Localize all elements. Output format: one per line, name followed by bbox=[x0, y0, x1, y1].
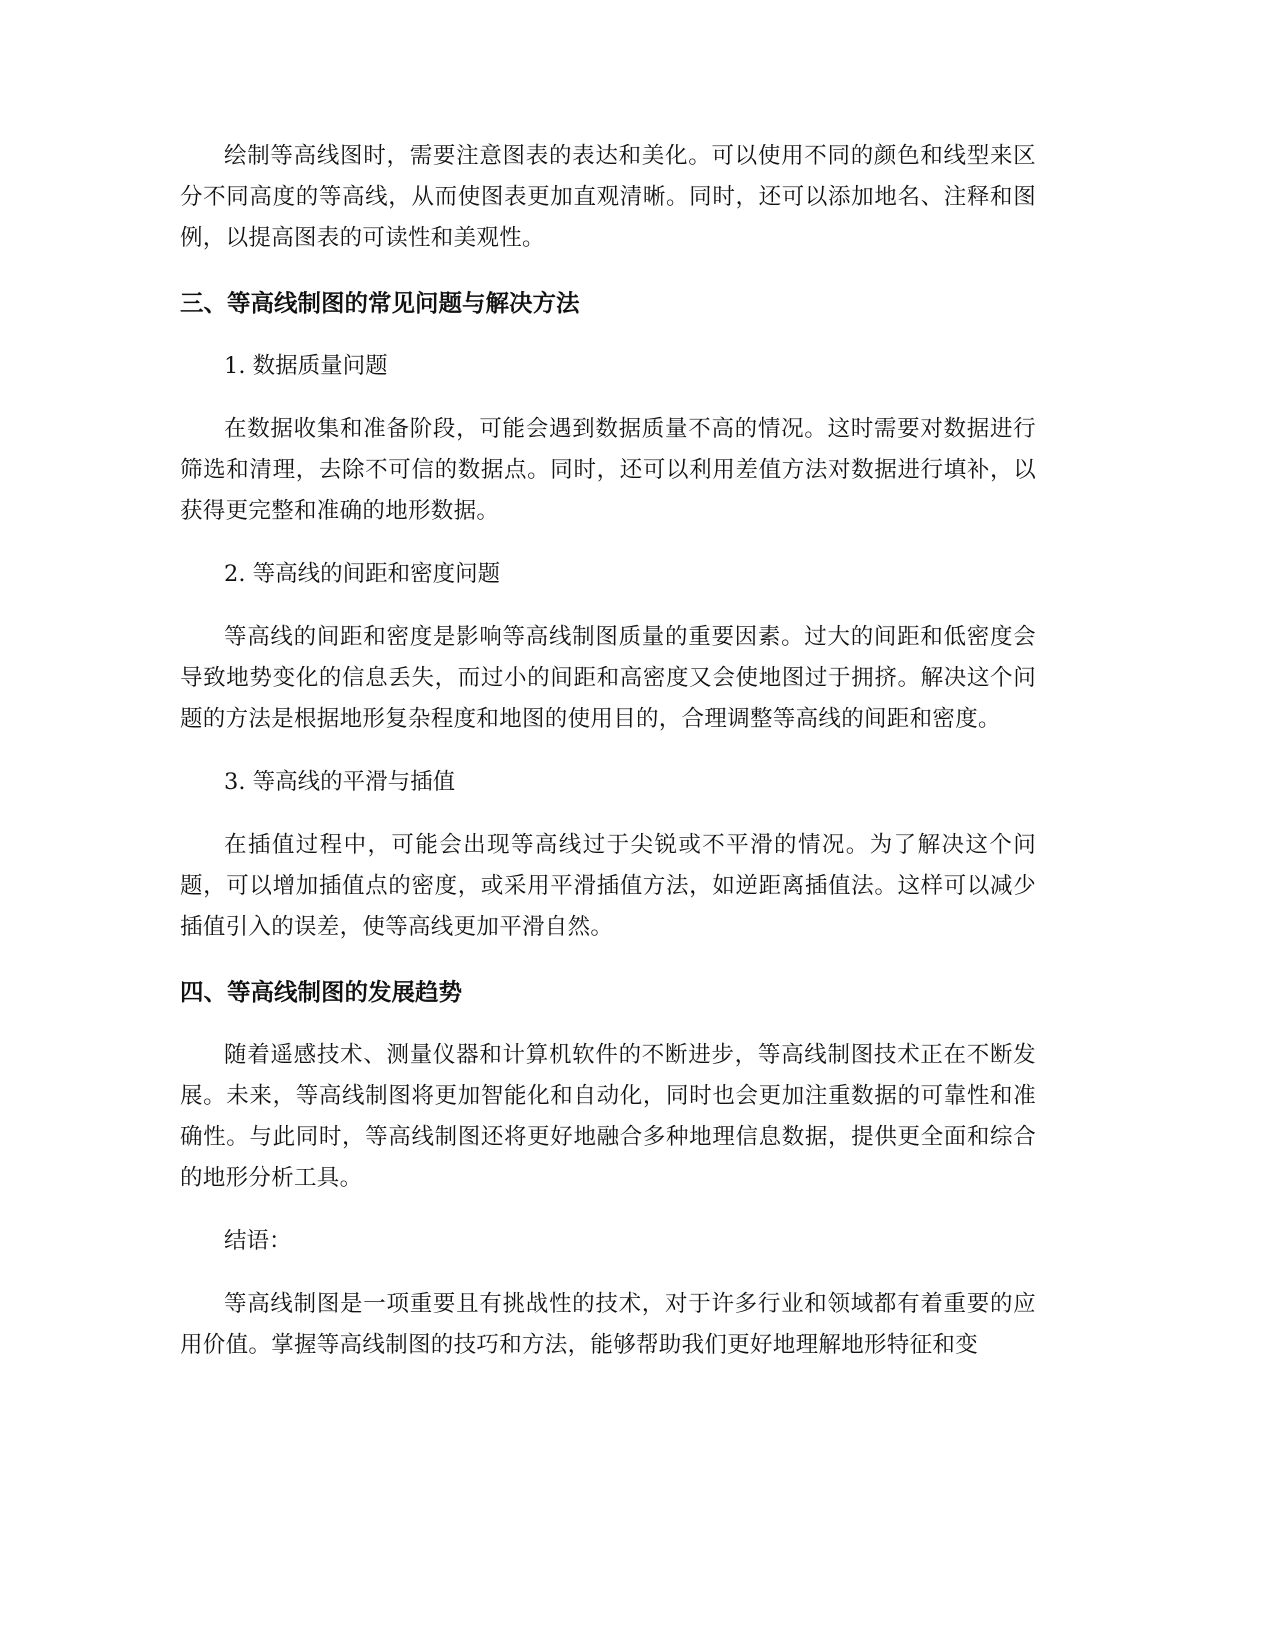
item-2-body: 等高线的间距和密度是影响等高线制图质量的重要因素。过大的间距和低密度会导致地势变化的信息丢失，而过小的间距和高密度又会使地图过于拥挤。解决这个问题的方法是根据地形复杂程度和地图的使用目的，合理调整等高线的间距和密度。 bbox=[180, 624, 1036, 732]
section-3-heading: 三、等高线制图的常见问题与解决方法 bbox=[180, 289, 580, 317]
item-3-title: 3. 等高线的平滑与插值 bbox=[224, 769, 456, 795]
conclusion-label: 结语： bbox=[224, 1228, 292, 1254]
conclusion-body: 等高线制图是一项重要且有挑战性的技术，对于许多行业和领域都有着重要的应用价值。掌握等高线制图的技巧和方法，能够帮助我们更好地理解地形特征和变 bbox=[180, 1291, 1036, 1358]
intro-paragraph: 绘制等高线图时，需要注意图表的表达和美化。可以使用不同的颜色和线型来区分不同高度的等高线，从而使图表更加直观清晰。同时，还可以添加地名、注释和图例，以提高图表的可读性和美观性。 bbox=[180, 143, 1036, 251]
section-4-heading: 四、等高线制图的发展趋势 bbox=[180, 978, 462, 1006]
item-1-title: 1. 数据质量问题 bbox=[224, 353, 388, 379]
section-4-body: 随着遥感技术、测量仪器和计算机软件的不断进步，等高线制图技术正在不断发展。未来，等高线制图将更加智能化和自动化，同时也会更加注重数据的可靠性和准确性。与此同时，等高线制图还将更好地融合多种地理信息数据，提供更全面和综合的地形分析工具。 bbox=[180, 1042, 1036, 1191]
document-page bbox=[180, 136, 1036, 1366]
item-2-title: 2. 等高线的间距和密度问题 bbox=[224, 561, 501, 587]
item-3-body: 在插值过程中，可能会出现等高线过于尖锐或不平滑的情况。为了解决这个问题，可以增加插值点的密度，或采用平滑插值方法，如逆距离插值法。这样可以减少插值引入的误差，使等高线更加平滑自然。 bbox=[180, 832, 1036, 940]
item-1-body: 在数据收集和准备阶段，可能会遇到数据质量不高的情况。这时需要对数据进行筛选和清理，去除不可信的数据点。同时，还可以利用差值方法对数据进行填补，以获得更完整和准确的地形数据。 bbox=[180, 416, 1036, 524]
